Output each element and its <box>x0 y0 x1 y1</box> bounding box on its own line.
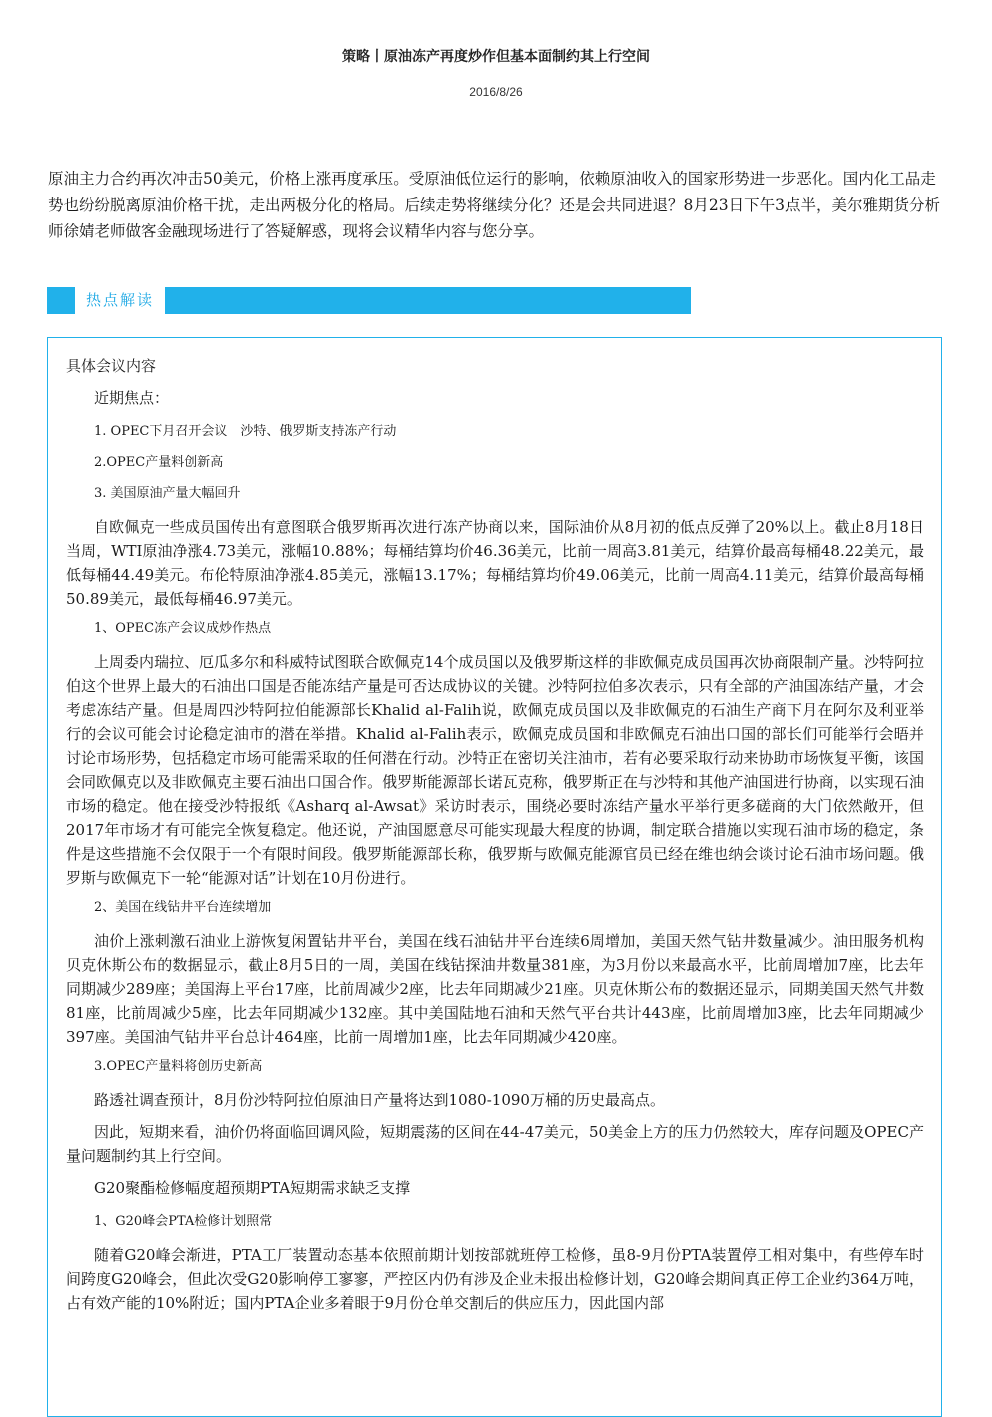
meeting-content-heading: 具体会议内容 <box>66 357 157 375</box>
subsection-title: 2、美国在线钻井平台连续增加 <box>94 900 272 915</box>
rig-count-paragraph: 油价上涨刺激石油业上游恢复闲置钻井平台，美国在线石油钻井平台连续6周增加，美国天然气钻井数量减少。油田服务机构贝克休斯公布的数据显示，截止8月5日的一周，美国在线钻探油井数量381座，为3月份以来最高水平，比前周增加7座，比去年同期减少289座；美国海上平台17座，比前周减少2座，比去年同期减少21座。贝克休斯公布的数据还显示，同期美国天然气井数81座，比前周减少5座，比去年同期减少132座。其中美国陆地石油和天然气平台共计443座，比前周增加3座，比去年同期减少397座。美国油气钻井平台总计464座，比前一周增加1座，比去年同期减少420座。 <box>66 932 924 1046</box>
conclusion-paragraph: 因此，短期来看，油价仍将面临回调风险，短期震荡的区间在44-47美元，50美金上方的压力仍然较大，库存问题及OPEC产量问题制约其上行空间。 <box>66 1123 924 1165</box>
focus-item: 3. 美国原油产量大幅回升 <box>94 486 241 501</box>
content-box <box>47 337 942 1417</box>
section-bar-right <box>165 287 691 314</box>
section-label-hot-topics: 热点解读 <box>86 291 155 309</box>
content-inner <box>66 354 924 1323</box>
page-title: 策略丨原油冻产再度炒作但基本面制约其上行空间 <box>342 49 650 65</box>
opec-rebound-paragraph: 自欧佩克一些成员国传出有意图联合俄罗斯再次进行冻产协商以来，国际油价从8月初的低点反弹了20%以上。截止8月18日当周，WTI原油净涨4.73美元，涨幅10.88%；每桶结算均价46.36美元，比前一周高3.81美元，结算价最高每桶48.22美元，最低每桶44.49美元。布伦特原油净涨4.85美元，涨幅13.17%；每桶结算均价49.06美元，比前一周高4.11美元，结算价最高每桶50.89美元，最低每桶46.97美元。 <box>66 518 924 608</box>
pta-maintenance-paragraph: 随着G20峰会渐进，PTA工厂装置动态基本依照前期计划按部就班停工检修，虽8-9月份PTA装置停工相对集中，有些停车时间跨度G20峰会，但此次受G20影响停工寥寥，严控区内仍有涉及企业未报出检修计划，G20峰会期间真正停工企业约364万吨，占有效产能的10%附近；国内PTA企业多着眼于9月份仓单交割后的供应压力，因此国内部 <box>66 1246 924 1312</box>
intro-paragraph: 原油主力合约再次冲击50美元，价格上涨再度承压。受原油低位运行的影响，依赖原油收入的国家形势进一步恶化。国内化工品走势也纷纷脱离原油价格干扰，走出两极分化的格局。后续走势将继续分化？还是会共同进退？8月23日下午3点半，美尔雅期货分析师徐婧老师做客金融现场进行了答疑解惑，现将会议精华内容与您分享。 <box>48 170 940 240</box>
pta-section-title: G20聚酯检修幅度超预期PTA短期需求缺乏支撑 <box>94 1179 411 1197</box>
recent-focus-heading: 近期焦点： <box>94 389 170 407</box>
opec-output-paragraph: 路透社调查预计，8月份沙特阿拉伯原油日产量将达到1080-1090万桶的历史最高点。 <box>94 1091 665 1109</box>
section-bar-left <box>47 287 75 314</box>
publish-date: 2016/8/26 <box>469 85 523 99</box>
subsection-title: 1、G20峰会PTA检修计划照常 <box>94 1214 273 1229</box>
opec-freeze-paragraph: 上周委内瑞拉、厄瓜多尔和科威特试图联合欧佩克14个成员国以及俄罗斯这样的非欧佩克成员国再次协商限制产量。沙特阿拉伯这个世界上最大的石油出口国是否能冻结产量是可否达成协议的关键。沙特阿拉伯多次表示，只有全部的产油国冻结产量，才会考虑冻结产量。但是周四沙特阿拉伯能源部长Khalid al-Falih说，欧佩克成员国以及非欧佩克的石油生产商下月在阿尔及利亚举行的会议可能会讨论稳定油市的潜在举措。Khalid al-Falih表示，欧佩克成员国和非欧佩克石油出口国的部长们可能举行会晤并讨论市场形势，包括稳定市场可能需采取的任何潜在行动。沙特正在密切关注油市，若有必要采取行动来协助市场恢复平衡，该国会同欧佩克以及非欧佩克主要石油出口国合作。俄罗斯能源部长诺瓦克称，俄罗斯正在与沙特和其他产油国进行协商，以实现石油市场的稳定。他在接受沙特报纸《Asharq al-Awsat》采访时表示，围绕必要时冻结产量水平举行更多磋商的大门依然敞开，但2017年市场才有可能完全恢复稳定。他还说，产油国愿意尽可能实现最大程度的协调，制定联合措施以实现石油市场的稳定，条件是这些措施不会仅限于一个有限时间段。俄罗斯能源部长称，俄罗斯与欧佩克能源官员已经在维也纳会谈讨论石油市场问题。俄罗斯与欧佩克下一轮“能源对话”计划在10月份进行。 <box>66 653 924 887</box>
focus-item: 1. OPEC下月召开会议 沙特、俄罗斯支持冻产行动 <box>94 424 397 439</box>
subsection-title: 3.OPEC产量料将创历史新高 <box>94 1059 263 1074</box>
subsection-title: 1、OPEC冻产会议成炒作热点 <box>94 621 272 636</box>
focus-item: 2.OPEC产量料创新高 <box>94 455 224 470</box>
